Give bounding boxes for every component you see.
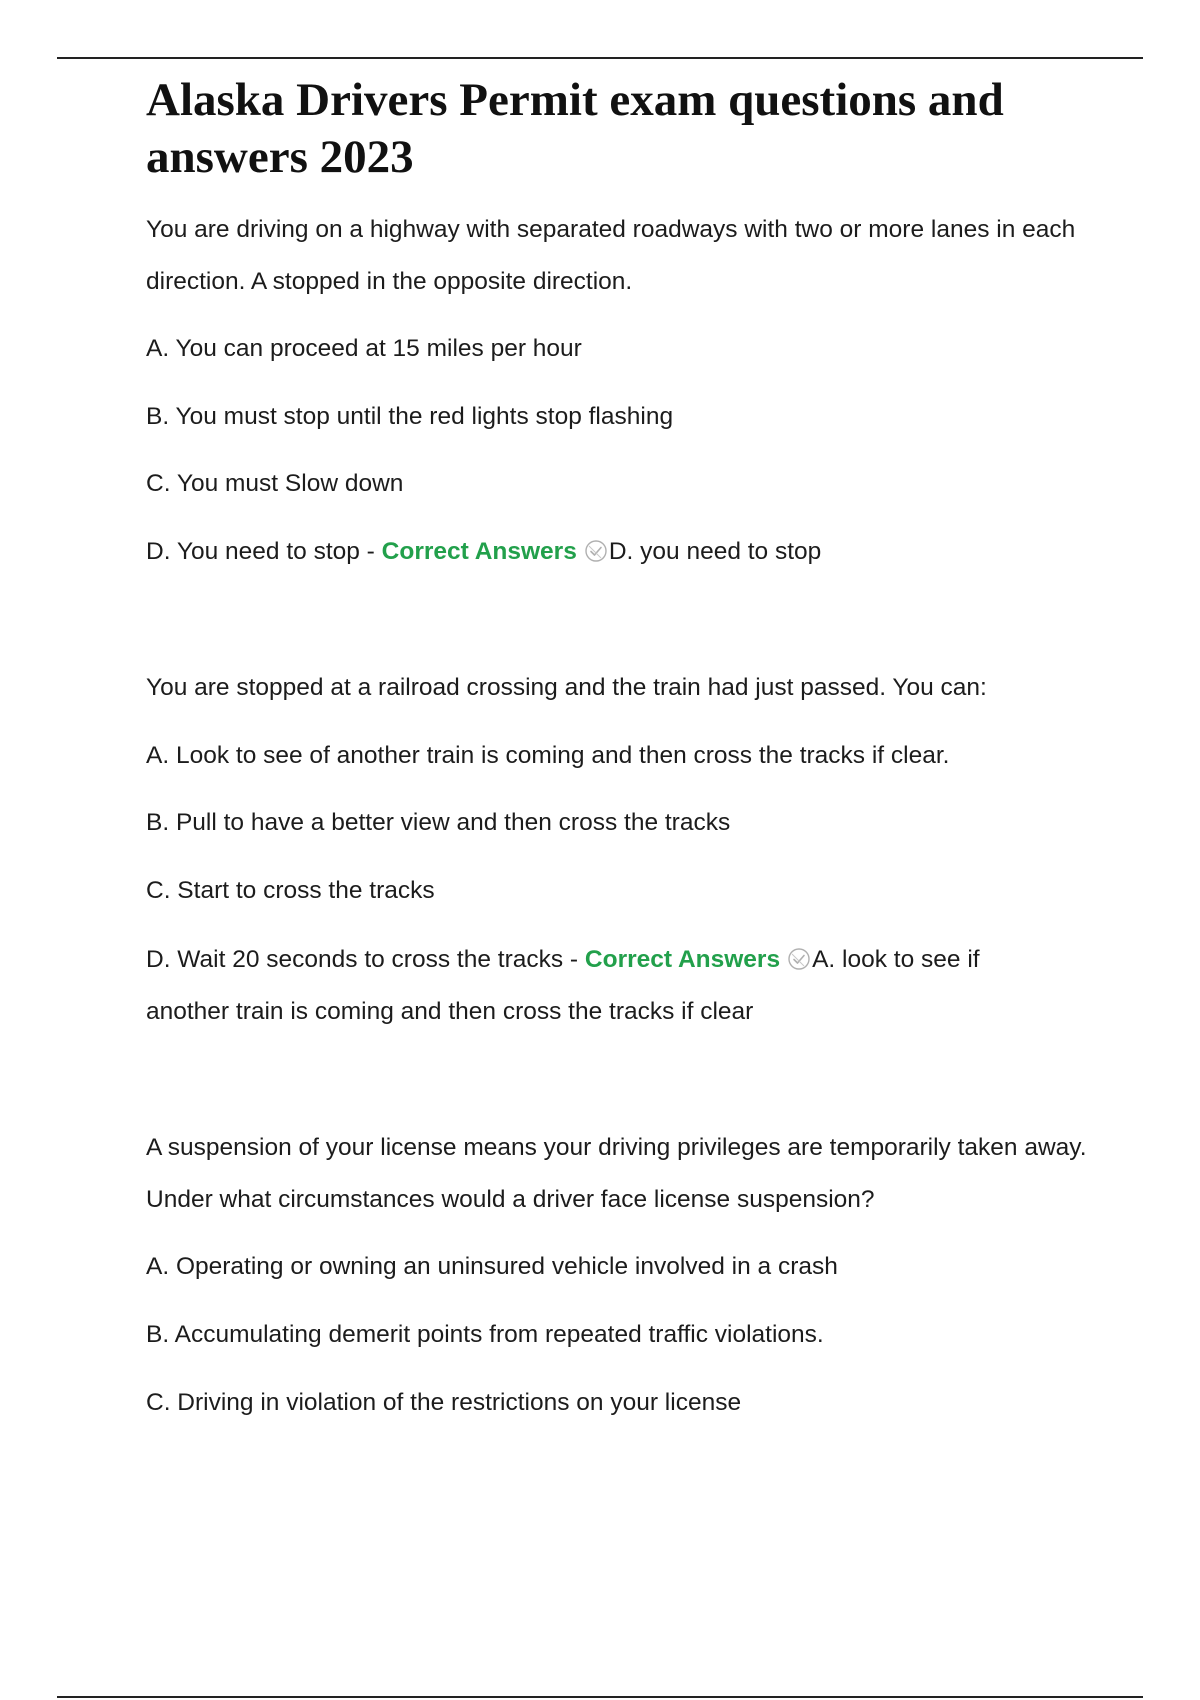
question-2-prompt: You are stopped at a railroad crossing and the train had just passed. You can: (146, 674, 987, 701)
question-2-option-a: A. Look to see of another train is coming and then cross the tracks if clear. (146, 742, 950, 769)
correct-answers-label: Correct Answers (584, 946, 781, 973)
question-2-option-d-with-answer (146, 934, 1026, 1038)
check-circle-icon (787, 947, 811, 971)
question-3-option-a: A. Operating or owning an uninsured vehicle involved in a crash (146, 1253, 838, 1280)
question-1-option-c: C. You must Slow down (146, 470, 404, 497)
question-1-option-a: A. You can proceed at 15 miles per hour (146, 335, 582, 362)
answer-separator: - (359, 538, 382, 565)
question-3-option-b: B. Accumulating demerit points from repeated traffic violations. (146, 1321, 824, 1348)
question-3-prompt: A suspension of your license means your driving privileges are temporarily taken away. Under what circumstances would a driver face license suspension? (146, 1134, 1087, 1213)
answer-separator: - (563, 946, 585, 973)
correct-answers-label: Correct Answers (381, 538, 577, 565)
question-3-option-c: C. Driving in violation of the restrictions on your license (146, 1389, 742, 1416)
question-1-prompt: You are driving on a highway with separated roadways with two or more lanes in each direction. A stopped in the opposite direction. (146, 216, 1076, 295)
question-2-answer: A. look to see if another train is coming and then cross the tracks if clear (146, 946, 980, 1025)
top-rule (57, 57, 1143, 59)
question-1-option-d: D. You need to stop (146, 538, 360, 565)
question-2-option-b: B. Pull to have a better view and then cross the tracks (146, 809, 731, 836)
page-title: Alaska Drivers Permit exam questions and answers 2023 (146, 74, 1004, 183)
question-1-option-d-with-answer (146, 526, 1091, 578)
question-2-option-d: D. Wait 20 seconds to cross the tracks (146, 946, 564, 973)
question-2-option-c: C. Start to cross the tracks (146, 877, 435, 904)
bottom-rule (57, 1696, 1143, 1698)
check-circle-icon (584, 539, 608, 563)
question-1-answer: D. you need to stop (608, 538, 822, 565)
question-1-option-b: B. You must stop until the red lights stop flashing (146, 403, 674, 430)
